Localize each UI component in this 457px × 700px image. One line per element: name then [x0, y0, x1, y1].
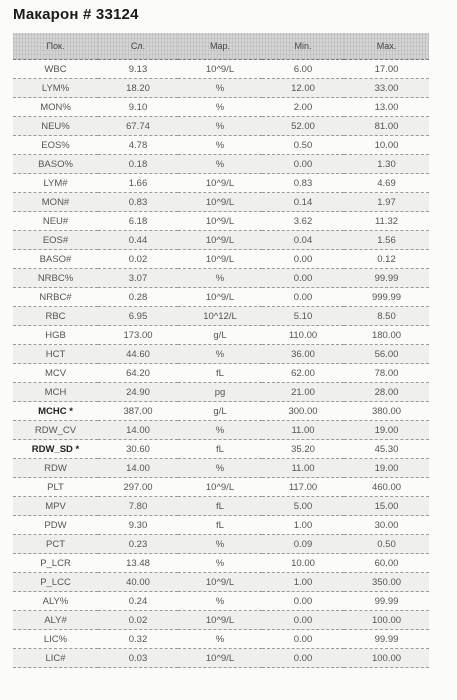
unit-cell: 10^9/L: [178, 611, 262, 630]
unit-cell: %: [178, 98, 262, 117]
table-row: [13, 383, 429, 402]
value-cell: 0.03: [98, 649, 178, 668]
parameter-cell: NEU%: [13, 117, 98, 136]
header-max: Max.: [344, 33, 429, 60]
max-cell: 13.00: [344, 98, 429, 117]
min-cell: 0.00: [262, 649, 344, 668]
min-cell: 11.00: [262, 459, 344, 478]
header-min: Min.: [262, 33, 344, 60]
min-cell: 0.00: [262, 630, 344, 649]
parameter-cell: MCV: [13, 364, 98, 383]
min-cell: 0.04: [262, 231, 344, 250]
parameter-cell: PCT: [13, 535, 98, 554]
max-cell: 45.30: [344, 440, 429, 459]
unit-cell: %: [178, 554, 262, 573]
unit-cell: %: [178, 421, 262, 440]
unit-cell: %: [178, 630, 262, 649]
value-cell: 387.00: [98, 402, 178, 421]
parameter-cell: LYM%: [13, 79, 98, 98]
parameter-cell: NRBC#: [13, 288, 98, 307]
unit-cell: 10^9/L: [178, 573, 262, 592]
table-row: [13, 174, 429, 193]
header-value: Сл.: [98, 33, 178, 60]
max-cell: 180.00: [344, 326, 429, 345]
parameter-cell: NEU#: [13, 212, 98, 231]
table-row: [13, 554, 429, 573]
unit-cell: fL: [178, 516, 262, 535]
parameter-cell: RDW: [13, 459, 98, 478]
unit-cell: %: [178, 345, 262, 364]
parameter-cell: MCHC *: [13, 402, 98, 421]
min-cell: 36.00: [262, 345, 344, 364]
value-cell: 14.00: [98, 459, 178, 478]
value-cell: 13.48: [98, 554, 178, 573]
min-cell: 0.14: [262, 193, 344, 212]
value-cell: 0.44: [98, 231, 178, 250]
min-cell: 0.00: [262, 269, 344, 288]
table-row: [13, 288, 429, 307]
max-cell: 0.50: [344, 535, 429, 554]
min-cell: 62.00: [262, 364, 344, 383]
page-title: Макарон # 33124: [13, 6, 139, 23]
results-table: [13, 33, 429, 668]
max-cell: 11.32: [344, 212, 429, 231]
max-cell: 15.00: [344, 497, 429, 516]
parameter-cell: MCH: [13, 383, 98, 402]
min-cell: 0.00: [262, 250, 344, 269]
max-cell: 380.00: [344, 402, 429, 421]
min-cell: 0.00: [262, 288, 344, 307]
parameter-cell: HGB: [13, 326, 98, 345]
value-cell: 9.10: [98, 98, 178, 117]
unit-cell: fL: [178, 497, 262, 516]
max-cell: 10.00: [344, 136, 429, 155]
max-cell: 17.00: [344, 60, 429, 79]
value-cell: 297.00: [98, 478, 178, 497]
unit-cell: %: [178, 117, 262, 136]
parameter-cell: EOS%: [13, 136, 98, 155]
max-cell: 100.00: [344, 611, 429, 630]
min-cell: 0.00: [262, 592, 344, 611]
min-cell: 6.00: [262, 60, 344, 79]
max-cell: 350.00: [344, 573, 429, 592]
table-row: [13, 402, 429, 421]
table-row: [13, 649, 429, 668]
max-cell: 999.99: [344, 288, 429, 307]
unit-cell: 10^9/L: [178, 649, 262, 668]
value-cell: 30.60: [98, 440, 178, 459]
table-row: [13, 212, 429, 231]
parameter-cell: BASO#: [13, 250, 98, 269]
value-cell: 0.23: [98, 535, 178, 554]
table-row: [13, 573, 429, 592]
max-cell: 8.50: [344, 307, 429, 326]
max-cell: 78.00: [344, 364, 429, 383]
parameter-cell: NRBC%: [13, 269, 98, 288]
unit-cell: 10^9/L: [178, 288, 262, 307]
parameter-cell: PDW: [13, 516, 98, 535]
table-row: [13, 136, 429, 155]
unit-cell: %: [178, 459, 262, 478]
value-cell: 40.00: [98, 573, 178, 592]
value-cell: 0.02: [98, 611, 178, 630]
value-cell: 0.02: [98, 250, 178, 269]
min-cell: 0.00: [262, 611, 344, 630]
min-cell: 0.00: [262, 155, 344, 174]
parameter-cell: LIC%: [13, 630, 98, 649]
min-cell: 2.00: [262, 98, 344, 117]
table-row: [13, 516, 429, 535]
value-cell: 0.28: [98, 288, 178, 307]
min-cell: 52.00: [262, 117, 344, 136]
table-row: [13, 364, 429, 383]
min-cell: 1.00: [262, 516, 344, 535]
min-cell: 117.00: [262, 478, 344, 497]
max-cell: 28.00: [344, 383, 429, 402]
value-cell: 7.80: [98, 497, 178, 516]
header-unit: Мар.: [178, 33, 262, 60]
parameter-cell: EOS#: [13, 231, 98, 250]
parameter-cell: BASO%: [13, 155, 98, 174]
value-cell: 0.18: [98, 155, 178, 174]
value-cell: 173.00: [98, 326, 178, 345]
unit-cell: %: [178, 269, 262, 288]
header-parameter: Пок.: [13, 33, 98, 60]
max-cell: 0.12: [344, 250, 429, 269]
unit-cell: 10^9/L: [178, 174, 262, 193]
value-cell: 4.78: [98, 136, 178, 155]
parameter-cell: P_LCR: [13, 554, 98, 573]
table-row: [13, 630, 429, 649]
value-cell: 1.66: [98, 174, 178, 193]
table-row: [13, 250, 429, 269]
table-row: [13, 98, 429, 117]
min-cell: 1.00: [262, 573, 344, 592]
unit-cell: g/L: [178, 326, 262, 345]
parameter-cell: MPV: [13, 497, 98, 516]
max-cell: 56.00: [344, 345, 429, 364]
value-cell: 0.32: [98, 630, 178, 649]
table-row: [13, 611, 429, 630]
value-cell: 64.20: [98, 364, 178, 383]
value-cell: 0.24: [98, 592, 178, 611]
min-cell: 21.00: [262, 383, 344, 402]
parameter-cell: ALY%: [13, 592, 98, 611]
table-row: [13, 231, 429, 250]
unit-cell: g/L: [178, 402, 262, 421]
max-cell: 99.99: [344, 630, 429, 649]
min-cell: 5.00: [262, 497, 344, 516]
value-cell: 6.95: [98, 307, 178, 326]
table-body: [13, 60, 429, 668]
parameter-cell: PLT: [13, 478, 98, 497]
table-row: [13, 307, 429, 326]
parameter-cell: RDW_SD *: [13, 440, 98, 459]
value-cell: 24.90: [98, 383, 178, 402]
unit-cell: 10^9/L: [178, 478, 262, 497]
min-cell: 35.20: [262, 440, 344, 459]
max-cell: 60.00: [344, 554, 429, 573]
max-cell: 460.00: [344, 478, 429, 497]
max-cell: 81.00: [344, 117, 429, 136]
table-row: [13, 421, 429, 440]
table-row: [13, 440, 429, 459]
value-cell: 6.18: [98, 212, 178, 231]
min-cell: 11.00: [262, 421, 344, 440]
max-cell: 99.99: [344, 592, 429, 611]
min-cell: 10.00: [262, 554, 344, 573]
parameter-cell: RBC: [13, 307, 98, 326]
value-cell: 9.30: [98, 516, 178, 535]
max-cell: 30.00: [344, 516, 429, 535]
table-header: [13, 33, 429, 60]
min-cell: 300.00: [262, 402, 344, 421]
value-cell: 0.83: [98, 193, 178, 212]
table-row: [13, 60, 429, 79]
min-cell: 110.00: [262, 326, 344, 345]
max-cell: 4.69: [344, 174, 429, 193]
table-row: [13, 193, 429, 212]
unit-cell: pg: [178, 383, 262, 402]
table-row: [13, 497, 429, 516]
table-row: [13, 117, 429, 136]
unit-cell: 10^9/L: [178, 250, 262, 269]
max-cell: 100.00: [344, 649, 429, 668]
value-cell: 44.60: [98, 345, 178, 364]
max-cell: 1.97: [344, 193, 429, 212]
table-row: [13, 478, 429, 497]
table-row: [13, 345, 429, 364]
parameter-cell: ALY#: [13, 611, 98, 630]
max-cell: 1.30: [344, 155, 429, 174]
max-cell: 1.56: [344, 231, 429, 250]
unit-cell: %: [178, 155, 262, 174]
min-cell: 0.09: [262, 535, 344, 554]
table-row: [13, 269, 429, 288]
table-row: [13, 535, 429, 554]
value-cell: 3.07: [98, 269, 178, 288]
table-row: [13, 592, 429, 611]
value-cell: 67.74: [98, 117, 178, 136]
unit-cell: %: [178, 535, 262, 554]
min-cell: 3.62: [262, 212, 344, 231]
unit-cell: 10^12/L: [178, 307, 262, 326]
max-cell: 19.00: [344, 459, 429, 478]
unit-cell: %: [178, 136, 262, 155]
min-cell: 0.83: [262, 174, 344, 193]
unit-cell: 10^9/L: [178, 231, 262, 250]
value-cell: 18.20: [98, 79, 178, 98]
table-row: [13, 155, 429, 174]
parameter-cell: WBC: [13, 60, 98, 79]
table-row: [13, 79, 429, 98]
max-cell: 99.99: [344, 269, 429, 288]
value-cell: 14.00: [98, 421, 178, 440]
value-cell: 9.13: [98, 60, 178, 79]
max-cell: 33.00: [344, 79, 429, 98]
parameter-cell: LYM#: [13, 174, 98, 193]
parameter-cell: RDW_CV: [13, 421, 98, 440]
unit-cell: %: [178, 79, 262, 98]
max-cell: 19.00: [344, 421, 429, 440]
table-row: [13, 326, 429, 345]
min-cell: 0.50: [262, 136, 344, 155]
parameter-cell: MON%: [13, 98, 98, 117]
unit-cell: fL: [178, 440, 262, 459]
parameter-cell: HCT: [13, 345, 98, 364]
unit-cell: %: [178, 592, 262, 611]
unit-cell: 10^9/L: [178, 60, 262, 79]
unit-cell: fL: [178, 364, 262, 383]
parameter-cell: MON#: [13, 193, 98, 212]
min-cell: 5.10: [262, 307, 344, 326]
header-row: [13, 33, 429, 60]
table-row: [13, 459, 429, 478]
parameter-cell: P_LCC: [13, 573, 98, 592]
min-cell: 12.00: [262, 79, 344, 98]
unit-cell: 10^9/L: [178, 212, 262, 231]
parameter-cell: LIC#: [13, 649, 98, 668]
unit-cell: 10^9/L: [178, 193, 262, 212]
